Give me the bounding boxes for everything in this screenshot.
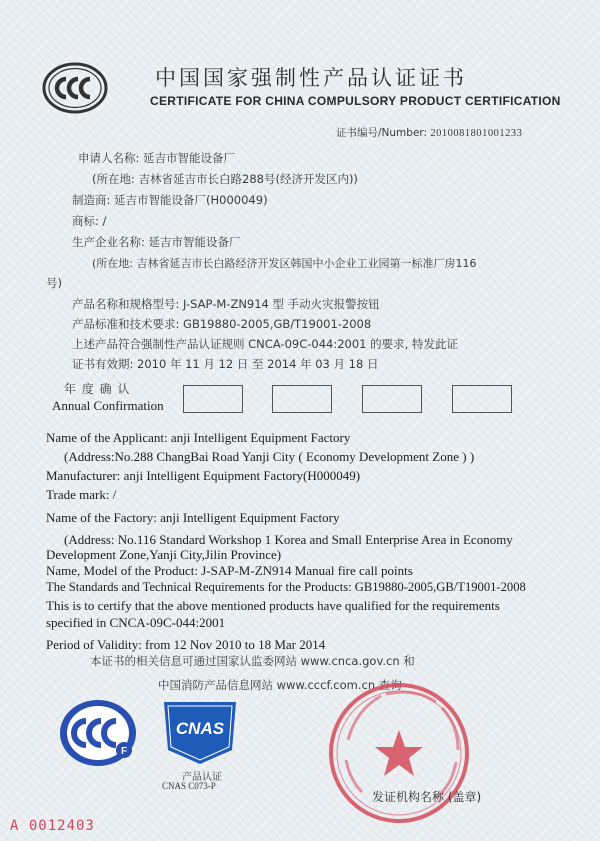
applicant-address-en: (Address:No.288 ChangBai Road Yanji City ( Economy Development Zone ) ) (64, 449, 475, 464)
annual-confirmation-box-4 (452, 385, 512, 413)
validity-en: Period of Validity: from 12 Nov 2010 to 18 Mar 2014 (46, 637, 326, 652)
ccc-certification-logo-icon (58, 698, 138, 768)
applicant-address-cn: (所在地: 吉林省延吉市长白路288号(经济开发区内)) (92, 172, 358, 186)
validity-cn: 证书有效期: 2010 年 11 月 12 日 至 2014 年 03 月 18 日 (72, 357, 379, 371)
conformity-cn: 上述产品符合强制性产品认证规则 CNCA-09C-044:2001 的要求, 特发此证 (72, 337, 458, 351)
product-en: Name, Model of the Product: J-SAP-M-ZN914 Manual fire call points (46, 563, 413, 578)
factory-cn: 生产企业名称: 延吉市智能设备厂 (72, 235, 241, 249)
issuing-authority-label: 发证机构名称 (盖章) (372, 790, 482, 804)
standards-en: The Standards and Technical Requirements for the Products: GB19880-2005,GB/T19001-2008 (46, 580, 526, 594)
factory-address-cn-1: (所在地: 吉林省延吉市长白路经济开发区韩国中小企业工业园第一标准厂房116 (92, 257, 477, 270)
trade-mark-cn: 商标: / (72, 214, 107, 228)
serial-number: A 0012403 (10, 818, 95, 834)
annual-confirmation-box-3 (362, 385, 422, 413)
product-cn: 产品名称和规格型号: J-SAP-M-ZN914 型 手动火灾报警按钮 (72, 297, 380, 311)
ccc-logo-icon (42, 62, 108, 114)
manufacturer-en: Manufacturer: anji Intelligent Equipment Factory(H000049) (46, 468, 361, 483)
certificate-number-label: 证书编号/Number: (336, 127, 428, 139)
standards-cn: 产品标准和技术要求: GB19880-2005,GB/T19001-2008 (72, 317, 372, 331)
certify-en-2: specified in CNCA-09C-044:2001 (46, 615, 226, 630)
certificate-title-en: CERTIFICATE FOR CHINA COMPULSORY PRODUCT CERTIFICATION (150, 94, 561, 108)
applicant-en: Name of the Applicant: anji Intelligent Equipment Factory (46, 430, 351, 445)
factory-en: Name of the Factory: anji Intelligent Equipment Factory (46, 510, 340, 525)
factory-address-en-1: (Address: No.116 Standard Workshop 1 Korea and Small Enterprise Area in Economy (64, 532, 513, 547)
certificate-number (336, 125, 522, 140)
annual-confirmation-label-cn: 年 度 确 认 (64, 382, 131, 396)
certify-en-1: This is to certify that the above mentioned products have qualified for the requirements (46, 598, 500, 613)
svg-text:F: F (120, 746, 128, 757)
svg-text:CNAS: CNAS (175, 719, 225, 738)
info-website-2: 中国消防产品信息网站 www.cccf.com.cn 查询 (158, 678, 402, 692)
annual-confirmation-box-1 (183, 385, 243, 413)
manufacturer-cn: 制造商: 延吉市智能设备厂(H000049) (72, 193, 268, 207)
cnas-logo-icon (162, 700, 238, 766)
cnas-caption-code: CNAS C073-P (162, 781, 216, 791)
info-website-1: 本证书的相关信息可通过国家认监委网站 www.cnca.gov.cn 和 (90, 654, 415, 668)
trade-mark-en: Trade mark: / (46, 487, 117, 502)
annual-confirmation-box-2 (272, 385, 332, 413)
cnas-caption-cn: 产品认证 (182, 772, 222, 783)
factory-address-cn-2: 号) (46, 276, 62, 290)
applicant-cn: 申请人名称: 延吉市智能设备厂 (78, 151, 236, 165)
certificate-title-cn: 中国国家强制性产品认证证书 (155, 66, 467, 90)
factory-address-en-2: Development Zone,Yanji City,Jilin Province) (46, 547, 282, 562)
annual-confirmation-label-en: Annual Confirmation (52, 398, 164, 413)
certificate-number-value: 2010081801001233 (430, 128, 523, 139)
